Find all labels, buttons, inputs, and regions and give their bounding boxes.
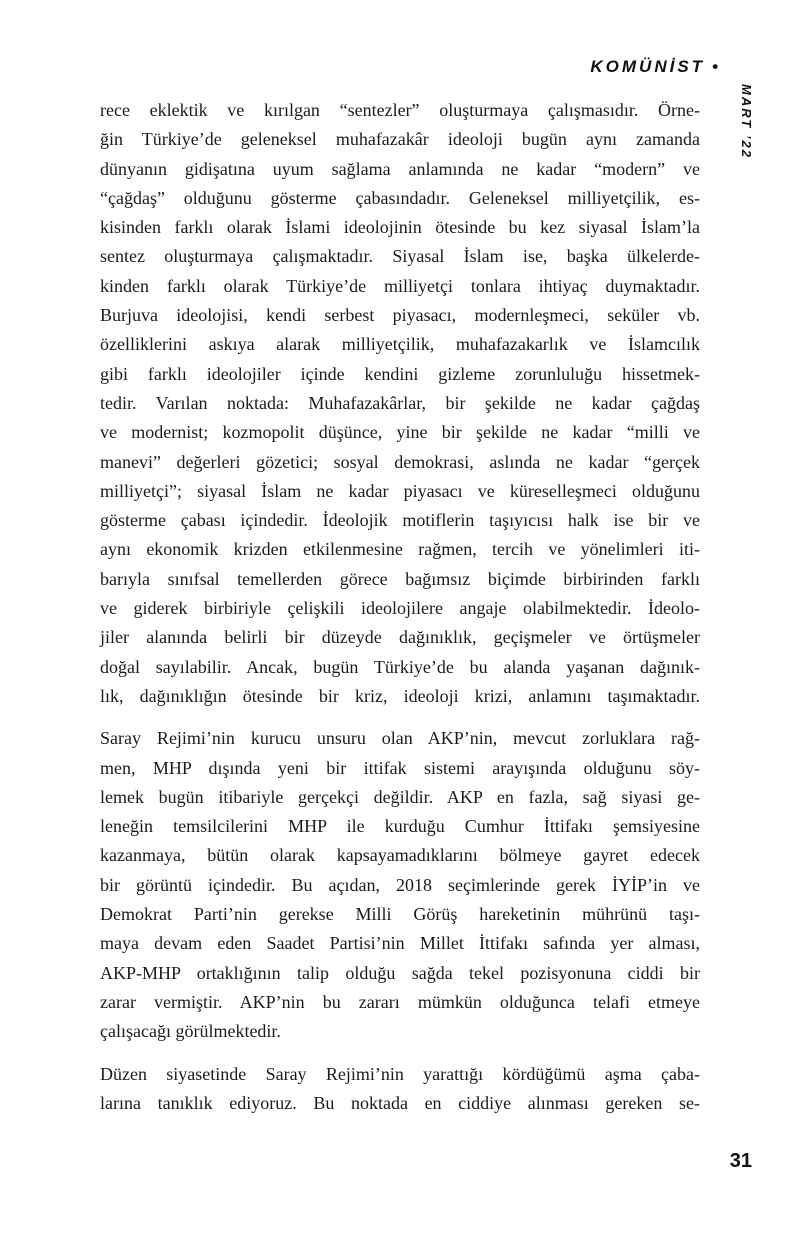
text-line: Demokrat Parti’nin gerekse Milli Görüş hareketinin mührünü taşı- (100, 904, 700, 925)
text-line: gösterme çabası içindedir. İdeolojik motiflerin taşıyıcısı halk ise bir ve (100, 510, 700, 531)
text-line: maya devam eden Saadet Partisi’nin Millet İttifakı safında yer alması, (100, 933, 700, 954)
text-line: ğin Türkiye’de geleneksel muhafazakâr ideoloji bugün aynı zamanda (100, 129, 700, 150)
text-line: larına tanıklık ediyoruz. Bu noktada en ciddiye alınması gereken se- (100, 1092, 700, 1113)
text-line: ve modernist; kozmopolit düşünce, yine bir şekilde ne kadar “milli ve (100, 422, 700, 443)
text-line: leneğin temsilcilerini MHP ile kurduğu Cumhur İttifakı şemsiyesine (100, 816, 700, 837)
text-line: dünyanın gidişatına uyum sağlama anlamında ne kadar “modern” ve (100, 158, 700, 179)
text-line: AKP-MHP ortaklığının talip olduğu sağda tekel pozisyonuna ciddi bir (100, 962, 700, 983)
text-line: ve giderek birbiriyle çelişkili ideolojilere angaje olabilmektedir. İdeolo- (100, 598, 700, 619)
body-text (100, 96, 700, 1131)
masthead-bullet-icon: • (712, 57, 718, 76)
text-line: gibi farklı ideolojiler içinde kendini gizleme zorunluluğu hissetmek- (100, 363, 700, 384)
paragraph (100, 724, 700, 1046)
text-line: Düzen siyasetinde Saray Rejimi’nin yarattığı kördüğümü aşma çaba- (100, 1063, 700, 1084)
text-line: doğal sayılabilir. Ancak, bugün Türkiye’de bu alanda yaşanan dağınık- (100, 656, 700, 677)
text-line: jiler alanında belirli bir düzeyde dağınıklık, geçişmeler ve örtüşmeler (100, 627, 700, 648)
text-line: men, MHP dışında yeni bir ittifak sistemi arayışında olduğunu söy- (100, 757, 700, 778)
text-line: lemek bugün itibariyle gerçekçi değildir. AKP en fazla, sağ siyasi ge- (100, 786, 700, 807)
issue-date: MART ’22 (739, 84, 754, 159)
text-line: tedir. Varılan noktada: Muhafazakârlar, bir şekilde ne kadar çağdaş (100, 392, 700, 413)
text-line: kisinden farklı olarak İslami ideolojinin ötesinde bu kez siyasal İslam’la (100, 217, 700, 238)
text-line: aynı ekonomik krizden etkilenmesine rağmen, tercih ve yönelimleri iti- (100, 539, 700, 560)
paragraph (100, 1060, 700, 1119)
text-line: barıyla sınıfsal temellerden görece bağımsız biçimde birbirinden farklı (100, 568, 700, 589)
text-line: sentez oluşturmaya çalışmaktadır. Siyasal İslam ise, başka ülkelerde- (100, 246, 700, 267)
text-line: Burjuva ideolojisi, kendi serbest piyasacı, modernleşmeci, seküler vb. (100, 305, 700, 326)
text-line: çalışacağı görülmektedir. (100, 1021, 281, 1042)
text-line: zarar vermiştir. AKP’nin bu zararı mümkün olduğunca telafi etmeye (100, 991, 700, 1012)
page-number: 31 (729, 1150, 752, 1172)
text-line: Saray Rejimi’nin kurucu unsuru olan AKP’nin, mevcut zorluklara rağ- (100, 728, 700, 749)
text-line: milliyetçi”; siyasal İslam ne kadar piyasacı ve küreselleşmeci olduğunu (100, 480, 700, 501)
journal-masthead (590, 57, 718, 77)
text-line: lık, dağınıklığın ötesinde bir kriz, ideoloji krizi, anlamını taşımaktadır. (100, 685, 700, 706)
text-line: “çağdaş” olduğunu gösterme çabasındadır. Geleneksel milliyetçilik, es- (100, 187, 700, 208)
text-line: bir görüntü içindedir. Bu açıdan, 2018 seçimlerinde gerek İYİP’in ve (100, 874, 700, 895)
text-line: manevi” değerleri gözetici; sosyal demokrasi, aslında ne kadar “gerçek (100, 451, 700, 472)
journal-title: KOMÜNİST (590, 57, 706, 76)
text-line: rece eklektik ve kırılgan “sentezler” oluşturmaya çalışmasıdır. Örne- (100, 100, 700, 120)
text-line: kazanmaya, bütün olarak kapsayamadıklarını bölmeye gayret edecek (100, 845, 700, 866)
text-line: özelliklerini askıya alarak milliyetçilik, muhafazakarlık ve İslamcılık (100, 334, 700, 355)
paragraph (100, 96, 700, 711)
text-line: kinden farklı olarak Türkiye’de milliyetçi tonlara ihtiyaç duymaktadır. (100, 275, 700, 296)
